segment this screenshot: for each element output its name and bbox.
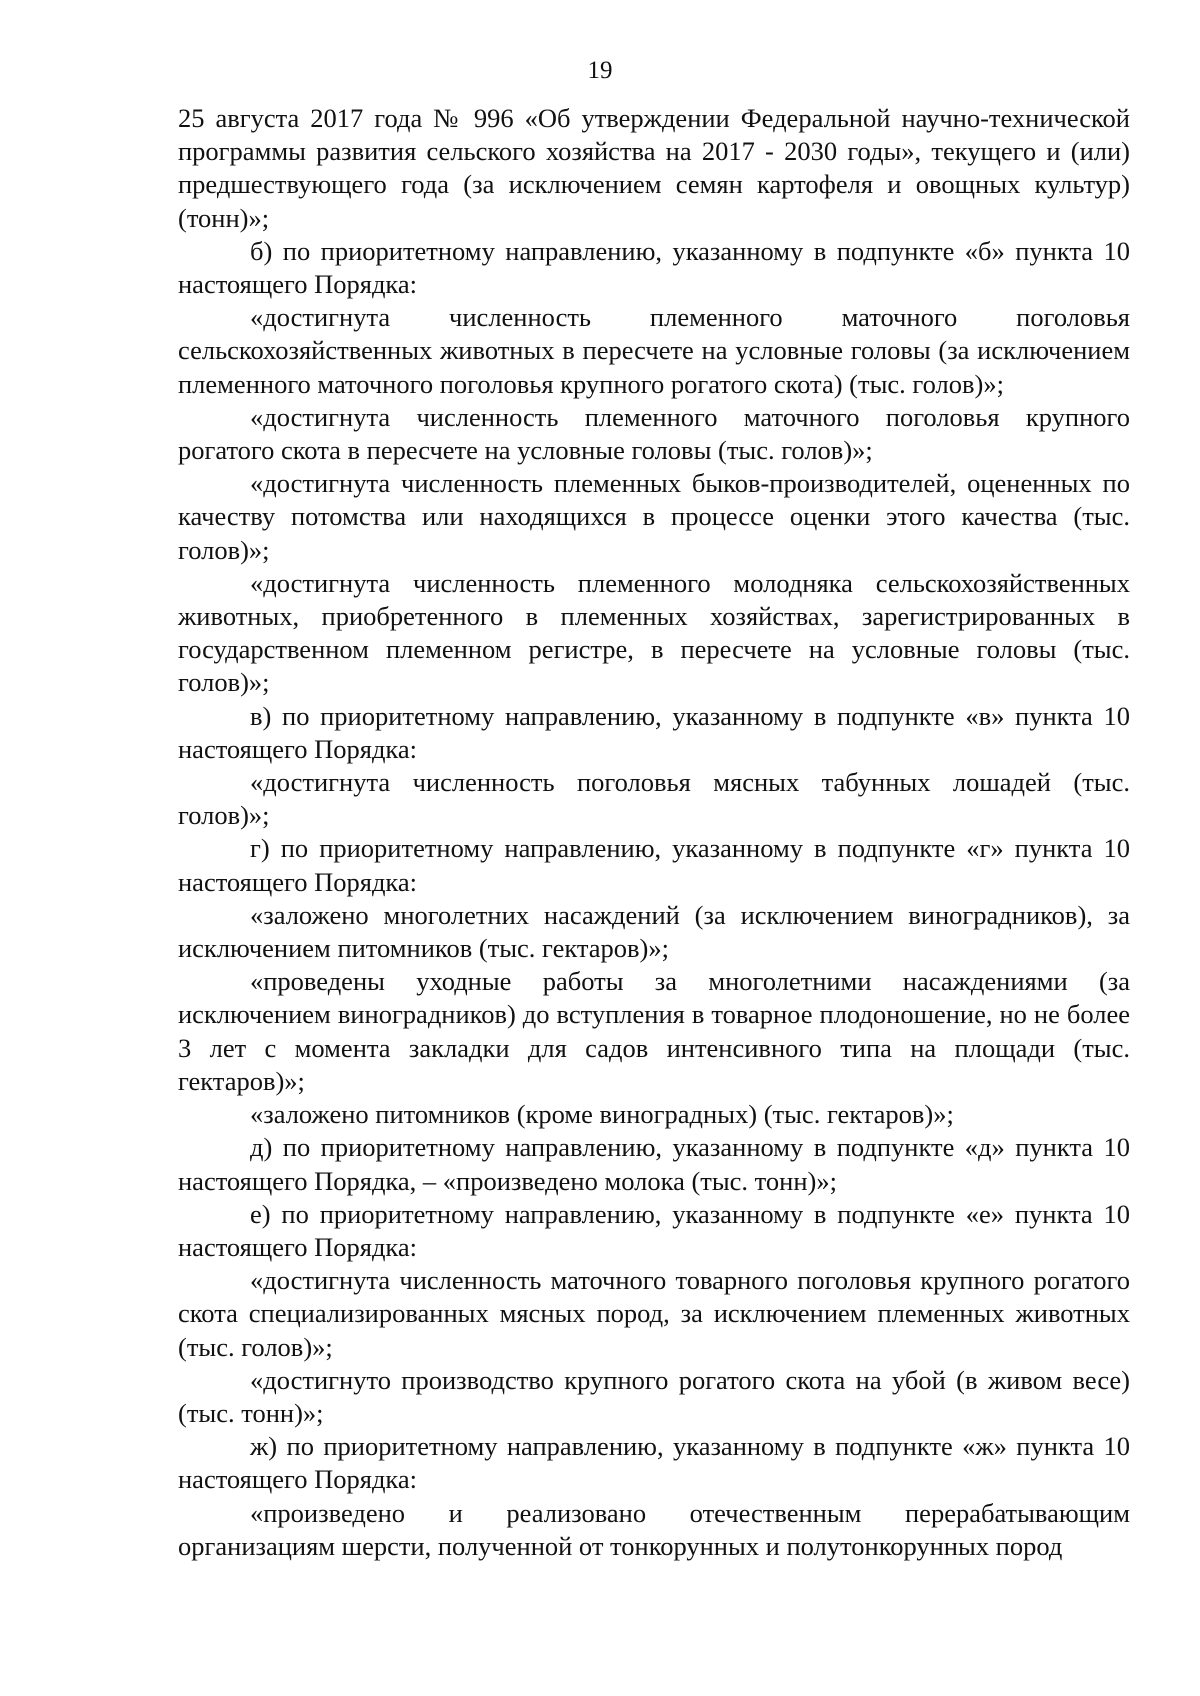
page-number: 19	[587, 57, 613, 84]
paragraph: г) по приоритетному направлению, указанному в подпункте «г» пункта 10 настоящего Порядка:	[178, 833, 1130, 897]
paragraph: «достигнута численность племенного маточного поголовья сельскохозяйственных животных в пересчете на условные головы (за исключением племенного маточного поголовья крупного рогатого скота) (тыс. голов)»;	[178, 302, 1130, 399]
paragraph: «достигнуто производство крупного рогатого скота на убой (в живом весе) (тыс. тонн)»;	[178, 1364, 1130, 1428]
document-body	[178, 102, 1130, 1563]
paragraph: д) по приоритетному направлению, указанному в подпункте «д» пункта 10 настоящего Порядка, – «произведено молока (тыс. тонн)»;	[178, 1132, 1130, 1196]
paragraph: «заложено питомников (кроме виноградных) (тыс. гектаров)»;	[250, 1099, 954, 1130]
paragraph: ж) по приоритетному направлению, указанному в подпункте «ж» пункта 10 настоящего Порядка:	[178, 1431, 1130, 1495]
paragraph: 25 августа 2017 года № 996 «Об утверждении Федеральной научно-технической программы развития сельского хозяйства на 2017 - 2030 годы», текущего и (или) предшествующего года (за исключением семян картофеля и овощных культур) (тонн)»;	[178, 103, 1130, 233]
paragraph: «достигнута численность маточного товарного поголовья крупного рогатого скота специализированных мясных пород, за исключением племенных животных (тыс. голов)»;	[178, 1265, 1130, 1362]
paragraph: «проведены уходные работы за многолетними насаждениями (за исключением виноградников) до вступления в товарное плодоношение, но не более 3 лет с момента закладки для садов интенсивного типа на площади (тыс. гектаров)»;	[178, 966, 1130, 1096]
paragraph: «достигнута численность поголовья мясных табунных лошадей (тыс. голов)»;	[178, 767, 1130, 831]
paragraph: «достигнута численность племенного маточного поголовья крупного рогатого скота в пересчете на условные головы (тыс. голов)»;	[178, 401, 1130, 466]
paragraph: «заложено многолетних насаждений (за исключением виноградников), за исключением питомников (тыс. гектаров)»;	[178, 899, 1130, 964]
paragraph: «достигнута численность племенного молодняка сельскохозяйственных животных, приобретенного в племенных хозяйствах, зарегистрированных в государственном племенном регистре, в пересчете на условные головы (тыс. голов)»;	[178, 567, 1130, 698]
paragraph: «достигнута численность племенных быков-производителей, оцененных по качеству потомства или находящихся в процессе оценки этого качества (тыс. голов)»;	[178, 468, 1130, 565]
paragraph: б) по приоритетному направлению, указанному в подпункте «б» пункта 10 настоящего Порядка:	[178, 235, 1130, 300]
paragraph: в) по приоритетному направлению, указанному в подпункте «в» пункта 10 настоящего Порядка:	[178, 700, 1130, 764]
paragraph: «произведено и реализовано отечественным перерабатывающим организациям шерсти, полученной от тонкорунных и полутонкорунных пород	[178, 1497, 1130, 1561]
paragraph: е) по приоритетному направлению, указанному в подпункте «е» пункта 10 настоящего Порядка:	[178, 1198, 1130, 1262]
